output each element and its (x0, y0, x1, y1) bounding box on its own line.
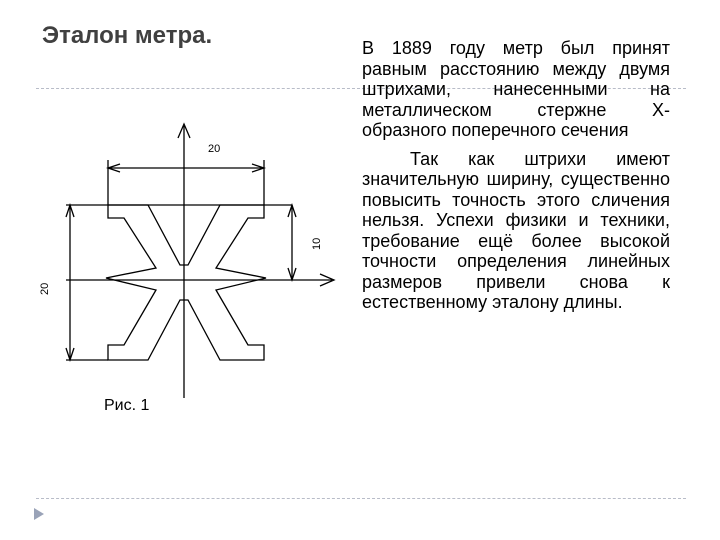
body-text (362, 38, 670, 313)
x-section-drawing (30, 110, 350, 420)
paragraph-2: Так как штрихи имеют значительную ширину, существенно повысить точность этого сличения нельзя. Успехи физики и техники, требование ещё более высокой точности определения линейных размеров привели снова к естественному эталону длины. (362, 148, 670, 312)
slide-title: Эталон метра. (42, 22, 213, 49)
paragraph-1: В 1889 году метр был принят равным расстоянию между двумя штрихами, нанесенными на металлическом стержне Х-образного поперечного сечения (362, 38, 670, 140)
triangle-right-icon[interactable] (34, 508, 44, 520)
dim-top-label: 20 (208, 143, 221, 155)
figure-caption: Рис. 1 (104, 397, 150, 414)
x-section-figure (30, 110, 350, 425)
dim-right-label: 10 (311, 237, 323, 250)
x-profile-outline (106, 205, 266, 360)
dim-left-label: 20 (39, 282, 51, 295)
bottom-divider (36, 498, 686, 499)
